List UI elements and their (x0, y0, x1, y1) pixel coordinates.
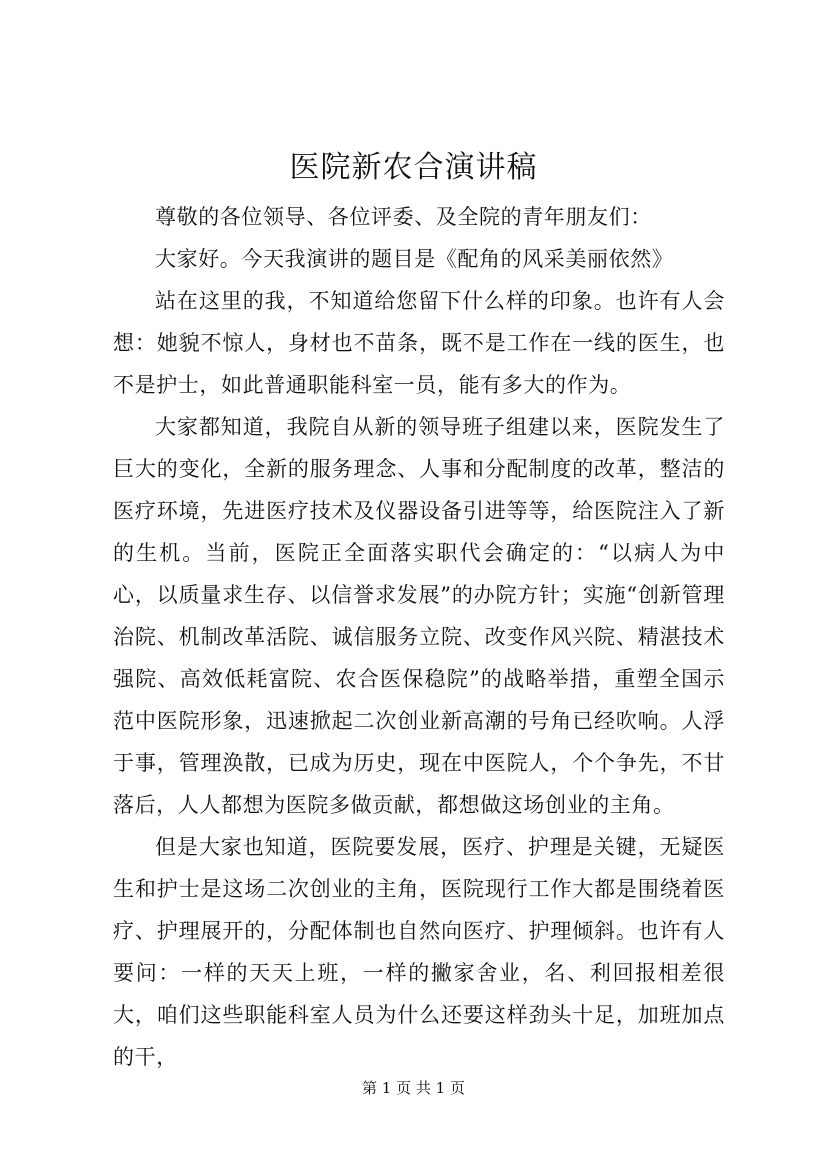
page-footer: 第 1 页 共 1 页 (362, 1079, 465, 1097)
salutation-paragraph: 尊敬的各位领导、各位评委、及全院的青年朋友们： (155, 205, 652, 229)
document-body (113, 196, 725, 1078)
body-paragraph: 大家都知道，我院自从新的领导班子组建以来，医院发生了巨大的变化，全新的服务理念、人事和分配制度的改革，整洁的医疗环境，先进医疗技术及仪器设备引进等等，给医院注入了新的生机。当前，医院正全面落实职代会确定的：“以病人为中心，以质量求生存、以信誉求发展”的办院方针；实施“创新管理治院、机制改革活院、诚信服务立院、改变作风兴院、精湛技术强院、高效低耗富院、农合医保稳院”的战略举措，重塑全国示范中医院形象，迅速掀起二次创业新高潮的号角已经吹响。人浮于事，管理涣散，已成为历史，现在中医院人，个个争先，不甘落后，人人都想为医院多做贡献，都想做这场创业的主角。 (113, 415, 725, 817)
body-paragraph: 但是大家也知道，医院要发展，医疗、护理是关键，无疑医生和护士是这场二次创业的主角，医院现行工作大都是围绕着医疗、护理展开的，分配体制也自然向医疗、护理倾斜。也许有人要问：一样的天天上班，一样的撇家舍业，名、利回报相差很大，咱们这些职能科室人员为什么还要这样劲头十足，加班加点的干， (113, 835, 725, 1069)
greeting-paragraph: 大家好。今天我演讲的题目是《配角的风采美丽依然》 (155, 247, 674, 271)
body-paragraph: 站在这里的我，不知道给您留下什么样的印象。也许有人会想：她貌不惊人，身材也不苗条，既不是工作在一线的医生，也不是护士，如此普通职能科室一员，能有多大的作为。 (113, 289, 725, 397)
document-title: 医院新农合演讲稿 (289, 150, 538, 185)
